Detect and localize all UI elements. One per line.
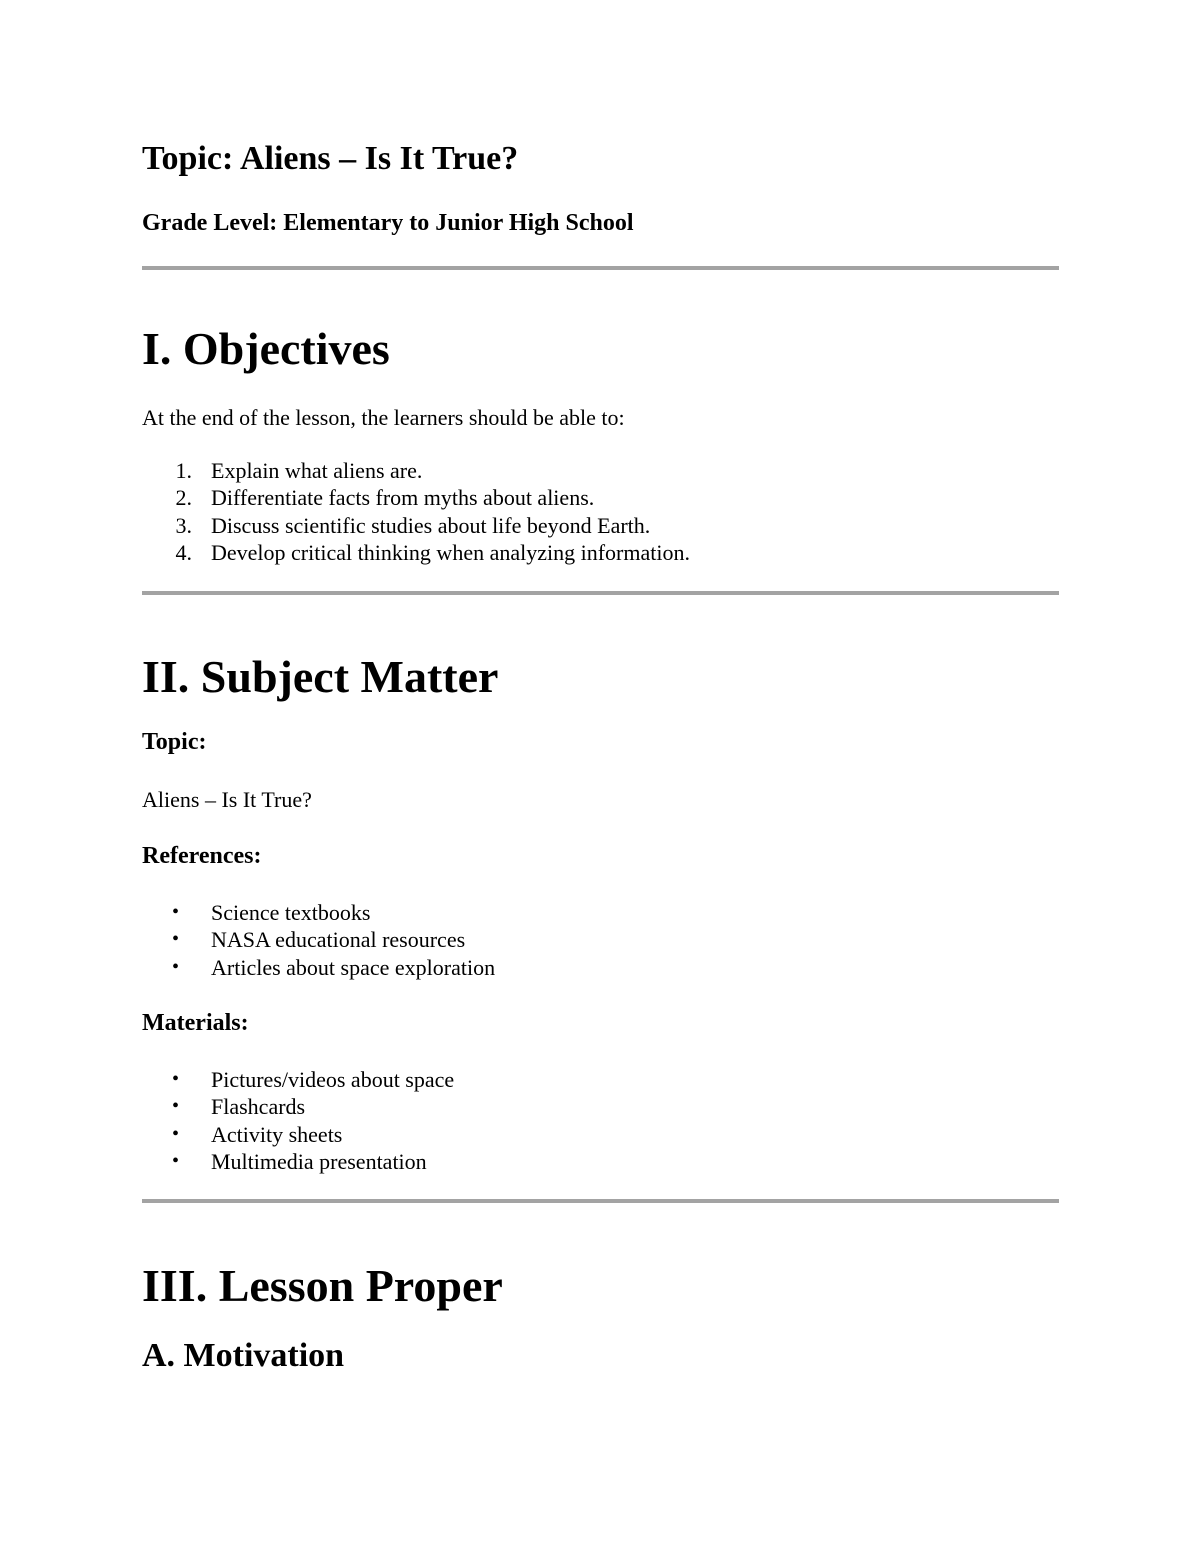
bullet: • xyxy=(172,1122,180,1145)
bullet: • xyxy=(172,901,180,923)
list-item xyxy=(142,926,495,953)
subject-matter-heading: II. Subject Matter xyxy=(142,651,499,702)
reference-text: Articles about space exploration xyxy=(211,954,496,980)
objective-text: Develop critical thinking when analyzing information. xyxy=(211,539,690,565)
grade-level: Grade Level: Elementary to Junior High School xyxy=(142,210,634,236)
horizontal-rule xyxy=(142,1199,1059,1203)
bullet: • xyxy=(172,1149,180,1172)
document-title: Topic: Aliens – Is It True? xyxy=(142,140,519,177)
list-item xyxy=(142,1148,454,1175)
horizontal-rule xyxy=(142,591,1059,595)
reference-text: NASA educational resources xyxy=(211,927,466,953)
bullet: • xyxy=(172,928,180,951)
material-text: Pictures/videos about space xyxy=(211,1067,455,1092)
motivation-subheading: A. Motivation xyxy=(142,1337,345,1374)
list-number: 2. xyxy=(175,485,192,511)
reference-text: Science textbooks xyxy=(211,900,371,925)
materials-label: Materials: xyxy=(142,1010,249,1036)
topic-value: Aliens – Is It True? xyxy=(142,787,312,812)
list-item xyxy=(142,512,690,539)
objective-text: Discuss scientific studies about life beyond Earth. xyxy=(211,512,651,538)
list-number: 1. xyxy=(175,458,192,483)
list-item xyxy=(142,539,690,566)
objective-text: Differentiate facts from myths about aliens. xyxy=(211,485,595,511)
material-text: Activity sheets xyxy=(211,1121,343,1147)
list-number: 3. xyxy=(175,512,192,538)
bullet: • xyxy=(172,1068,180,1090)
bullet: • xyxy=(172,1095,180,1118)
horizontal-rule xyxy=(142,266,1059,270)
list-item xyxy=(142,484,690,511)
list-item xyxy=(142,1093,454,1120)
list-item xyxy=(142,1066,454,1093)
list-item xyxy=(142,899,495,926)
topic-label: Topic: xyxy=(142,729,207,755)
objectives-list xyxy=(142,457,690,566)
materials-list xyxy=(142,1066,454,1175)
list-item xyxy=(142,954,495,981)
objective-text: Explain what aliens are. xyxy=(211,458,423,483)
references-label: References: xyxy=(142,843,262,869)
material-text: Multimedia presentation xyxy=(211,1148,427,1174)
references-list xyxy=(142,899,495,981)
objectives-heading: I. Objectives xyxy=(142,323,390,374)
material-text: Flashcards xyxy=(211,1094,306,1120)
list-item xyxy=(142,1121,454,1148)
objectives-intro: At the end of the lesson, the learners should be able to: xyxy=(142,405,625,430)
list-number: 4. xyxy=(175,539,192,565)
bullet: • xyxy=(172,955,180,978)
lesson-proper-heading: III. Lesson Proper xyxy=(142,1260,503,1311)
list-item xyxy=(142,457,690,484)
